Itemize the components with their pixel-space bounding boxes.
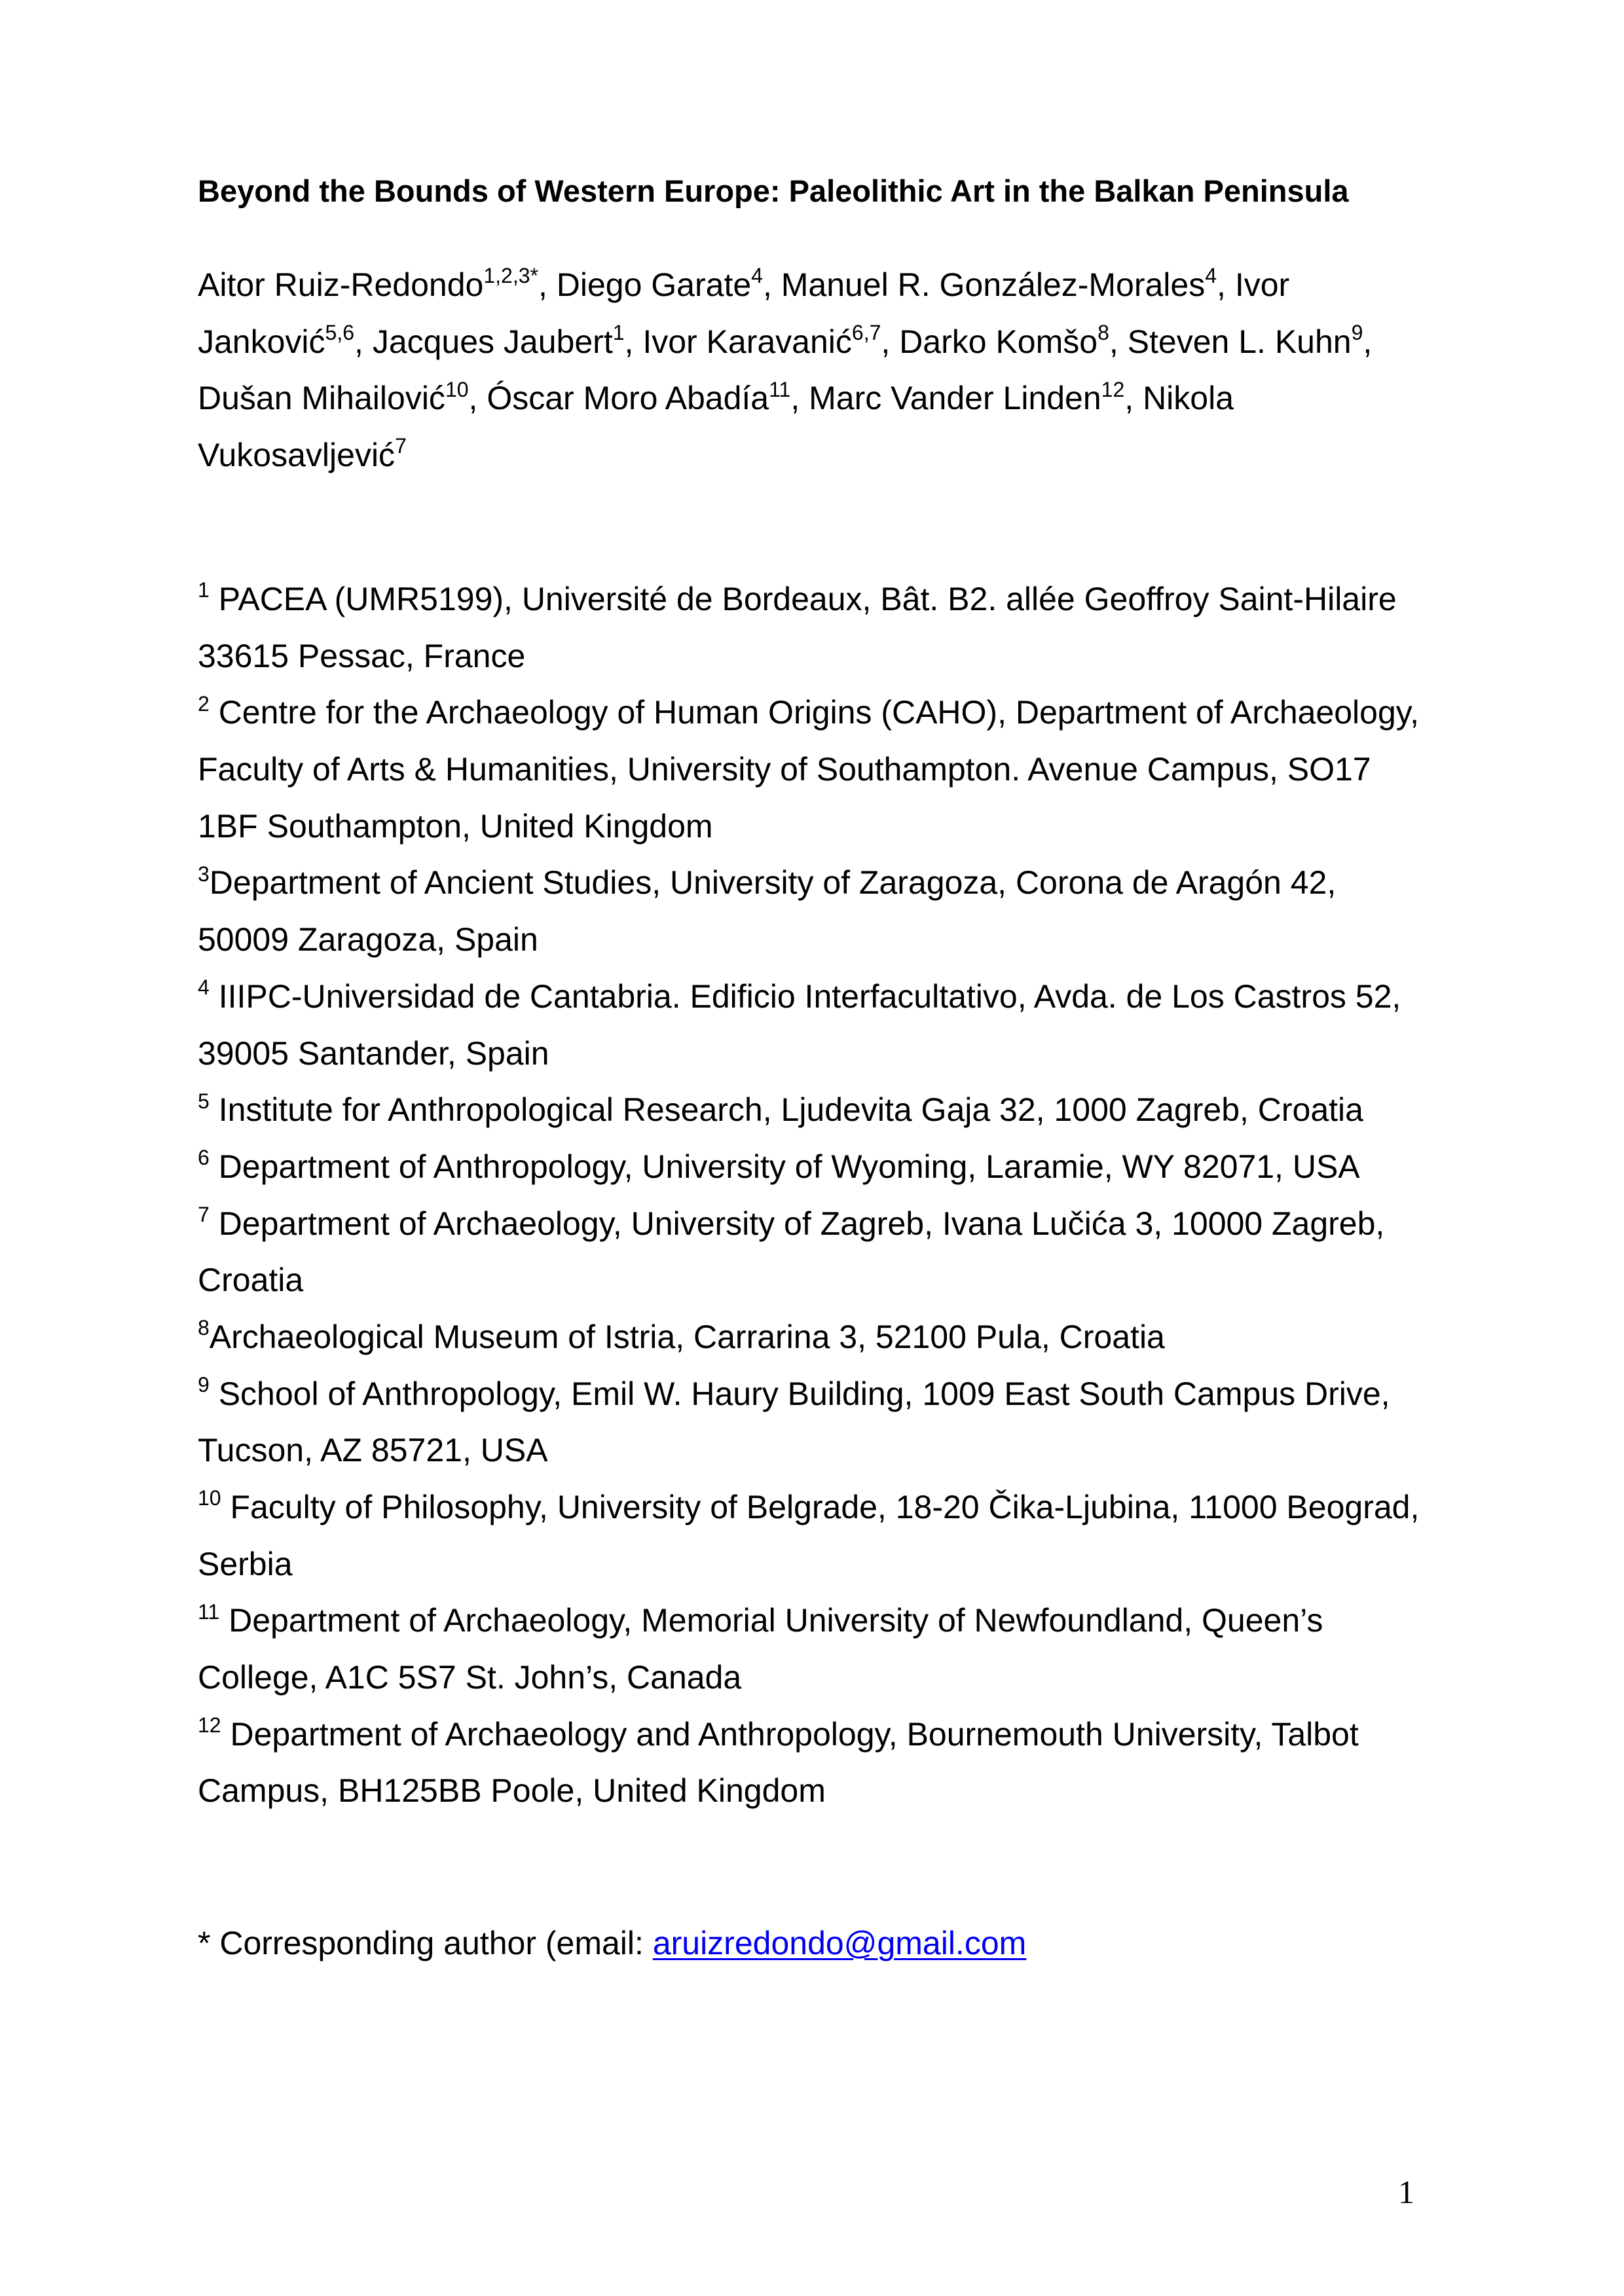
separator [210,1376,219,1412]
affiliation-number: 9 [198,1372,210,1396]
author-line-4 [198,427,1372,484]
affiliation-10-cont: Serbia [198,1545,293,1582]
separator [210,1148,219,1185]
affiliation-3 [198,854,1419,911]
author-affil-sup: 7 [395,434,407,458]
affiliation-9-cont: Tucson, AZ 85721, USA [198,1432,548,1469]
affiliation-9 [198,1366,1419,1423]
affiliation-number: 3 [198,862,210,886]
affiliation-text: Archaeological Museum of Istria, Carrarina 3, 52100 Pula, Croatia [209,1318,1165,1355]
author-affil-sup: 11 [769,377,791,401]
author-name: Marc Vander Linden [809,380,1101,417]
affiliation-11 [198,1592,1419,1649]
affiliation-text: Department of Archaeology and Anthropology, Bournemouth University, Talbot [230,1715,1359,1753]
affiliation-text: Department of Anthropology, University of Wyoming, Laramie, WY 82071, USA [218,1148,1360,1185]
affiliation-text: Centre for the Archaeology of Human Origins (CAHO), Department of Archaeology, [218,694,1419,731]
email-link[interactable]: aruizredondo@gmail.com [652,1925,1027,1961]
author-affil-sup: 10 [445,377,469,401]
author-name: Dušan Mihailović [198,380,445,417]
affiliation-7 [198,1195,1419,1252]
author-name: Diego Garate [556,266,752,303]
affiliation-text: Faculty of Philosophy, University of Belgrade, 18-20 Čika-Ljubina, 11000 Beograd, [230,1489,1420,1525]
author-affil-sup: 5,6 [325,321,355,345]
affiliation-2-cont: Faculty of Arts & Humanities, University of Southampton. Avenue Campus, SO17 [198,751,1371,788]
affiliation-5 [198,1082,1419,1139]
author-list [198,257,1372,484]
author-name: Aitor Ruiz-Redondo [198,266,484,303]
affiliation-text: Department of Archaeology, University of Zagreb, Ivana Lučića 3, 10000 Zagreb, [218,1205,1385,1242]
affiliation-3-cont: 50009 Zaragoza, Spain [198,921,538,958]
affiliation-1-cont: 33615 Pessac, France [198,637,526,674]
affiliation-number: 11 [198,1599,220,1624]
separator: , [1124,380,1143,417]
affiliation-number: 10 [198,1486,221,1510]
affiliation-1 [198,571,1419,628]
affiliation-12 [198,1706,1419,1763]
separator [210,978,219,1015]
affiliation-11-cont: College, A1C 5S7 St. John’s, Canada [198,1659,742,1696]
affiliation-number: 6 [198,1146,210,1170]
page-number: 1 [1398,2174,1414,2210]
affiliation-number: 7 [198,1202,210,1226]
separator: , [624,323,643,360]
affiliation-text: Institute for Anthropological Research, Ljudevita Gaja 32, 1000 Zagreb, Croatia [218,1091,1363,1129]
author-name: Janković [198,323,325,360]
affiliation-text: Department of Archaeology, Memorial University of Newfoundland, Queen’s [229,1602,1323,1639]
author-line-1 [198,257,1372,314]
separator [210,581,219,617]
author-name: Nikola [1143,380,1234,417]
author-affil-sup: 6,7 [851,321,881,345]
author-name: Manuel R. González-Morales [781,266,1206,303]
author-name: Ivor [1234,266,1290,303]
separator [221,1489,231,1525]
affiliation-text: Department of Ancient Studies, University of Zaragoza, Corona de Aragón 42, [209,864,1337,902]
separator [219,1602,229,1639]
author-line-3 [198,370,1372,427]
affiliation-number: 12 [198,1713,221,1738]
separator: , [1363,323,1373,360]
affiliation-number: 8 [198,1316,210,1340]
separator: , [1109,323,1128,360]
author-name: Steven L. Kuhn [1127,323,1352,360]
paper-title: Beyond the Bounds of Western Europe: Paleolithic Art in the Balkan Peninsula [198,173,1349,208]
separator [210,1091,219,1128]
separator: , [790,380,809,417]
affiliation-12-cont: Campus, BH125BB Poole, United Kingdom [198,1772,826,1810]
corresponding-author-label: * Corresponding author (email: [198,1925,653,1961]
affiliation-text: PACEA (UMR5199), Université de Bordeaux, Bât. B2. allée Geoffroy Saint-Hilaire [218,581,1397,617]
author-affil-sup: 12 [1101,377,1125,401]
affiliation-4 [198,968,1419,1025]
affiliation-8 [198,1309,1419,1366]
affiliation-number: 2 [198,691,210,716]
affiliation-number: 1 [198,578,210,602]
affiliation-2-cont: 1BF Southampton, United Kingdom [198,807,713,845]
separator: , [881,323,900,360]
author-line-2 [198,314,1372,371]
author-affil-sup: 1 [612,321,625,345]
affiliation-list [198,571,1419,1819]
affiliation-10 [198,1479,1419,1536]
author-affil-sup: 9 [1351,321,1363,345]
separator: , [538,266,557,303]
author-name: Vukosavljević [198,437,396,474]
separator [210,1205,219,1242]
separator [221,1716,231,1753]
affiliation-text: School of Anthropology, Emil W. Haury Building, 1009 East South Campus Drive, [218,1375,1390,1412]
affiliation-6 [198,1139,1419,1195]
affiliation-2 [198,684,1419,741]
author-name: Ivor Karavanić [642,323,852,360]
affiliation-number: 4 [198,975,210,1000]
separator: , [468,380,487,417]
author-affil-sup: 4 [1205,264,1217,288]
affiliation-text: IIIPC-Universidad de Cantabria. Edificio Interfacultativo, Avda. de Los Castros 52, [218,977,1401,1015]
separator: , [762,266,781,303]
author-name: Darko Komšo [899,323,1098,360]
author-name: Jacques Jaubert [372,323,613,360]
separator: , [354,323,373,360]
affiliation-7-cont: Croatia [198,1262,304,1299]
author-name: Óscar Moro Abadía [487,380,769,417]
corresponding-author [198,1915,1026,1972]
author-affil-sup: 4 [751,264,763,288]
affiliation-number: 5 [198,1089,210,1113]
separator: , [1217,266,1235,303]
affiliation-4-cont: 39005 Santander, Spain [198,1034,549,1072]
separator [210,694,219,731]
author-affil-sup: 8 [1098,321,1109,345]
author-affil-sup: 1,2,3* [483,264,538,288]
